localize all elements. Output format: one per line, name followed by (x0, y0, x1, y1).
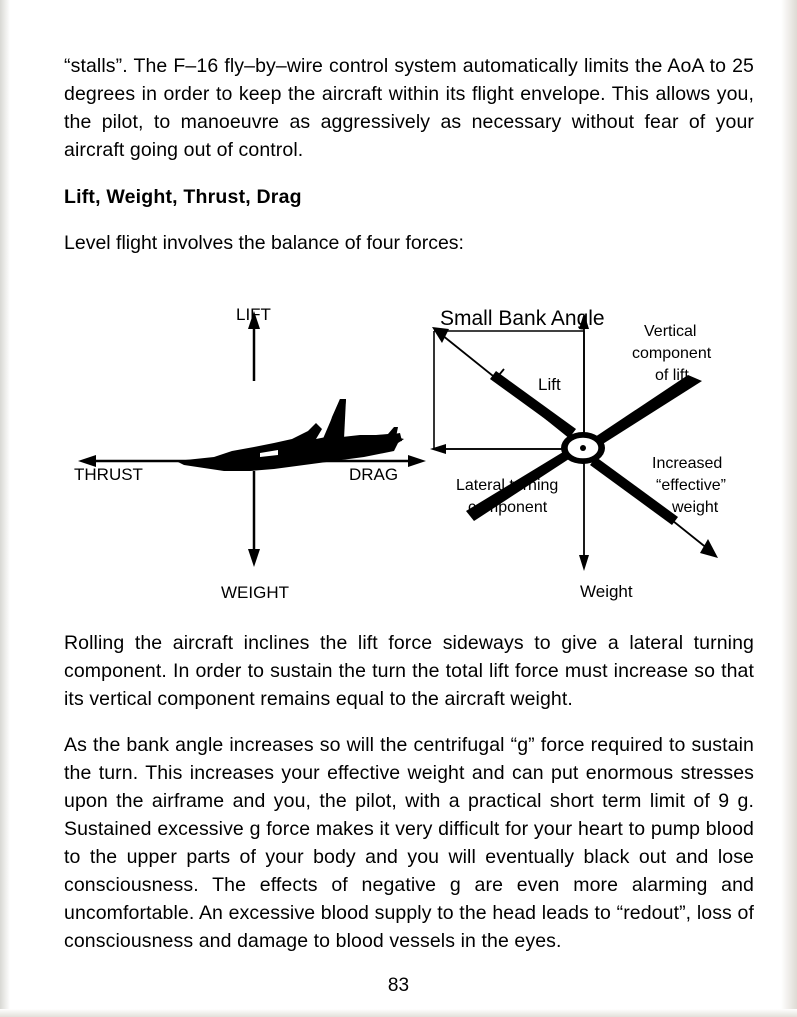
paragraph-rolling: Rolling the aircraft inclines the lift force sideways to give a lateral turning component. In order to sustain the turn the total lift force must increase so that its vertical component remains equal to the aircraft weight. (64, 632, 754, 710)
bank-figure-title: Small Bank Angle (440, 307, 605, 330)
section-heading: Lift, Weight, Thrust, Drag (64, 186, 302, 208)
page-edge-shadow-right (781, 0, 797, 1017)
effective-weight-arrow-head (700, 539, 718, 558)
label-thrust: THRUST (74, 465, 143, 484)
weight-arrow-head (248, 549, 260, 567)
paragraph-bank-angle: As the bank angle increases so will the centrifugal “g” force required to sustain the turn. This increases your effective weight and can put enormous stresses upon the airframe and you, the pilot, with a practical short term limit of 9 g. Sustained excessive g force makes it very difficult for your heart to pump blood to the upper parts of your body and you will eventually black out and lose consciousness. The effects of negative g are even more alarming and uncomfortable. An excessive blood supply to the head leads to “redout”, loss of consciousness and damage to blood vessels in the eyes. (64, 734, 754, 952)
label-increased-weight-line3: weight (672, 499, 719, 516)
page-edge-shadow-left (0, 0, 10, 1017)
weight-arrow-head-2 (579, 555, 589, 571)
label-lift: LIFT (236, 305, 271, 324)
page-edge-shadow-bottom (0, 1009, 797, 1017)
label-vertical-component-line3: of lift (655, 367, 689, 384)
label-lateral-component-line2: component (468, 499, 548, 516)
label-weight: WEIGHT (221, 583, 289, 602)
paragraph-intro: “stalls”. The F–16 fly–by–wire control system automatically limits the AoA to 25 degrees in order to keep the aircraft within its flight envelope. This allows you, the pilot, to manoeuvre as aggressively as necessary without fear of your aircraft going out of control. (64, 55, 754, 161)
paragraph-lead: Level flight involves the balance of four forces: (64, 232, 464, 254)
page-content (64, 52, 754, 973)
page-number: 83 (387, 975, 410, 996)
label-vertical-component-line2: component (632, 345, 712, 362)
label-lift-small: Lift (538, 375, 561, 394)
figure-group (64, 271, 754, 611)
label-vertical-component-line1: Vertical (644, 323, 697, 340)
label-increased-weight-line1: Increased (652, 455, 723, 472)
lateral-component-arrow-head (430, 444, 446, 454)
label-drag: DRAG (349, 465, 399, 484)
label-increased-weight-line2: “effective” (656, 477, 726, 494)
label-weight-small: Weight (580, 582, 633, 601)
label-lateral-component-line1: Lateral turning (456, 477, 559, 494)
paragraphs-after-figure (64, 629, 754, 955)
